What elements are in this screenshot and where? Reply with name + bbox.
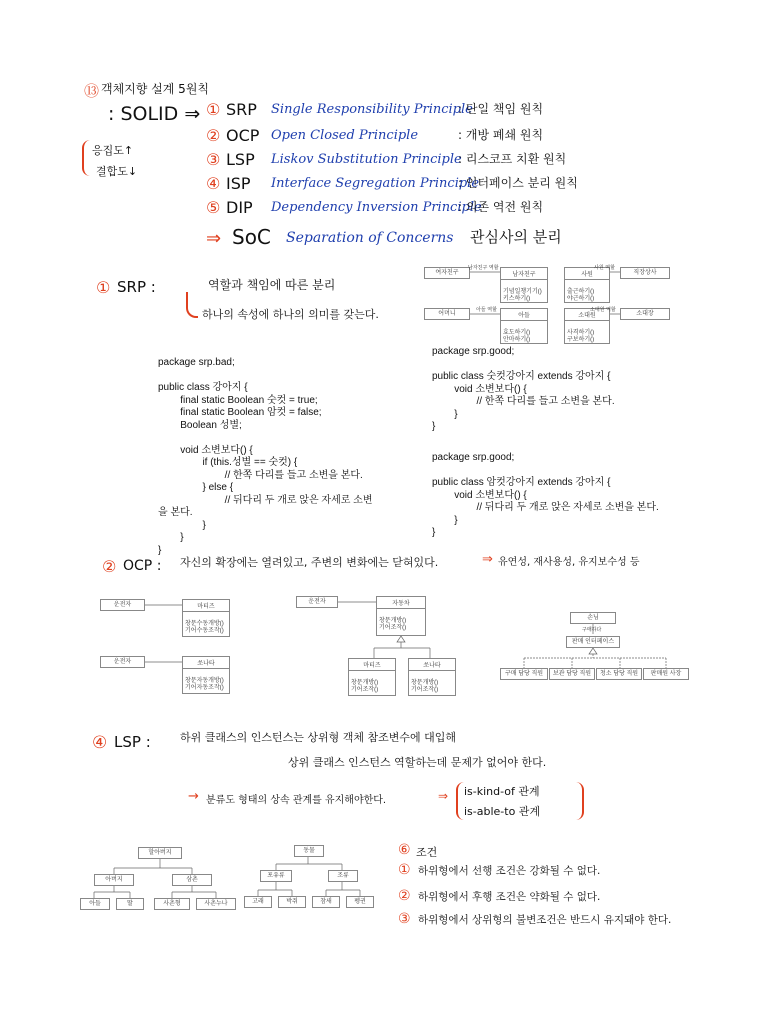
soc-desc: 관심사의 분리	[470, 228, 562, 246]
method: 야근하기()	[567, 296, 595, 302]
lsp-arrow2: ⇒	[438, 789, 449, 803]
box-title: 마티즈	[183, 600, 229, 612]
condition-number: ①	[398, 862, 411, 878]
box-sonata	[182, 656, 230, 694]
method: 키스하기()	[503, 296, 531, 302]
method: 창문자동개방()	[185, 678, 224, 684]
principle-full: Liskov Substitution Principle	[271, 152, 462, 167]
principle-number: ④	[206, 174, 221, 193]
principle-full: Interface Segregation Principle	[271, 176, 480, 191]
box-driver: 운전자	[296, 596, 338, 608]
ocp-abbr: OCP :	[123, 558, 162, 574]
code-line: // 한쪽 다리를 들고 소변을 본다.	[158, 469, 363, 481]
code-line: Boolean 성별;	[158, 419, 242, 431]
method: 창문개방()	[351, 680, 379, 686]
box-sonata	[408, 658, 456, 696]
code-block-bad	[158, 357, 373, 557]
code-line: void 소변보다() {	[158, 444, 253, 456]
code-line: // 뒤다리 두 개로 앉은 자세로 소변을 본다.	[432, 502, 659, 513]
principle-desc: : 인터페이스 분리 원칙	[458, 176, 578, 190]
principle-abbr: DIP	[226, 198, 253, 217]
label-buy: 구매하다	[582, 627, 602, 633]
principle-number: ②	[206, 126, 221, 145]
code-line: }	[158, 544, 162, 556]
srp-role-diagram	[424, 264, 674, 348]
lsp-number: ④	[92, 733, 108, 753]
box-title: 마티즈	[349, 659, 395, 671]
lsp-line3: 분류도 형태의 상속 관계를 유지해야한다.	[206, 795, 387, 806]
method: 구보하기()	[567, 337, 595, 343]
code-line: public class 숫컷강아지 extends 강아지 {	[432, 371, 611, 382]
box-employee	[564, 267, 610, 303]
box-title: 쏘나타	[409, 659, 455, 671]
condition-text: 하위형에서 선행 조건은 강화될 수 없다.	[418, 865, 601, 877]
lsp-tree-animal	[242, 844, 382, 910]
box-bird: 조류	[328, 870, 358, 882]
ocp-diagram-before	[100, 598, 250, 698]
principle-abbr: SRP	[226, 100, 257, 119]
method: 기어조작()	[379, 625, 407, 631]
side-note-cohesion: 응집도↑	[92, 144, 134, 157]
box-uncle: 삼촌	[172, 874, 212, 886]
code-line: 을 본다.	[158, 507, 193, 518]
code-line: // 한쪽 다리를 들고 소변을 본다.	[432, 396, 615, 407]
side-brace	[82, 140, 92, 176]
code-line: package srp.bad;	[158, 357, 235, 368]
box-clerk-buy: 구매 담당 직원	[500, 668, 548, 680]
label-soldier-role: 소대원 역할	[590, 307, 616, 313]
srp-number: ①	[96, 278, 111, 297]
box-clerk-storage: 보관 담당 직원	[549, 668, 595, 680]
box-mother: 어머니	[424, 308, 470, 320]
code-line: // 뒤다리 두 개로 앉은 자세로 소변	[158, 494, 373, 506]
code-line: final static Boolean 숫컷 = true;	[158, 394, 318, 406]
lsp-arrow: →	[188, 789, 199, 804]
code-line: void 소변보다() {	[432, 489, 527, 501]
box-penguin: 펭귄	[346, 896, 374, 908]
code-line	[158, 370, 373, 383]
box-driver: 운전자	[100, 599, 145, 611]
lsp-rel2: is-able-to 관계	[464, 805, 541, 818]
code-line: }	[158, 519, 206, 531]
principle-number: ⑤	[206, 198, 221, 217]
solid-label: : SOLID ⇒	[108, 103, 201, 125]
ocp-diagram-interface	[496, 612, 692, 684]
condition-number: ③	[398, 911, 411, 927]
box-son: 아들	[80, 898, 110, 910]
box-sparrow: 참새	[312, 896, 340, 908]
label-boyfriend-role: 남자친구 역할	[468, 265, 499, 271]
box-sales-interface: 판매 인터페이스	[566, 636, 620, 648]
condition-text: 하위형에서 후행 조건은 약화될 수 없다.	[418, 891, 601, 903]
box-grandfather: 할아버지	[138, 847, 182, 859]
box-cousin-brother: 사촌형	[154, 898, 190, 910]
box-bat: 박쥐	[278, 896, 306, 908]
box-son	[500, 308, 548, 344]
label-son-role: 아들 역할	[476, 307, 497, 313]
method: 출근하기()	[567, 289, 595, 295]
box-soldier	[564, 308, 610, 344]
box-title: 아들	[501, 309, 547, 321]
code-line	[432, 359, 615, 372]
method: 사격하기()	[567, 330, 595, 336]
method: 기념일챙기기()	[503, 289, 542, 295]
srp-line2: 하나의 속성에 하나의 의미를 갖는다.	[202, 308, 379, 321]
code-block-good-female	[432, 452, 659, 540]
ocp-number: ②	[102, 557, 117, 576]
side-note-coupling: 결합도↓	[96, 165, 138, 178]
box-driver: 운전자	[100, 656, 145, 668]
condition-number: ②	[398, 888, 411, 904]
box-whale: 고래	[244, 896, 272, 908]
box-boss: 직장상사	[620, 267, 670, 279]
box-clerk-owner: 판매원 사장	[643, 668, 689, 680]
method: 창문개방()	[379, 618, 407, 624]
box-father: 아버지	[94, 874, 134, 886]
box-daughter: 딸	[116, 898, 144, 910]
method: 기어자동조작()	[185, 685, 224, 691]
code-line	[432, 465, 659, 478]
code-line	[158, 432, 373, 445]
box-title: 사원	[565, 268, 609, 280]
code-line: }	[432, 408, 458, 420]
principle-number: ③	[206, 150, 221, 169]
code-line: public class 강아지 {	[158, 382, 248, 393]
box-boyfriend	[500, 267, 548, 303]
box-title: 쏘나타	[183, 657, 229, 669]
method: 효도하기()	[503, 330, 531, 336]
principle-full: Single Responsibility Principle	[271, 102, 473, 117]
box-title: 소대원	[565, 309, 609, 321]
label-employee-role: 사원 역할	[594, 265, 615, 271]
header-title: 객체지향 설계 5원칙	[101, 82, 210, 96]
principle-abbr: OCP	[226, 126, 260, 145]
code-line: }	[432, 514, 458, 526]
box-girlfriend: 여자친구	[424, 267, 470, 279]
code-line: if (this.성별 == 숫컷) {	[158, 457, 298, 468]
box-cousin-sister: 사촌누나	[196, 898, 236, 910]
principle-desc: : 리스코프 치환 원칙	[458, 152, 567, 166]
code-line: }	[432, 527, 436, 538]
principle-abbr: ISP	[226, 174, 251, 193]
principle-full: Dependency Inversion Principle	[271, 200, 482, 215]
lsp-line1: 하위 클래스의 인스턴스는 상위형 객체 참조변수에 대입해	[180, 731, 457, 744]
code-line: package srp.good;	[432, 346, 515, 357]
lsp-abbr: LSP :	[114, 733, 151, 751]
box-platoon-leader: 소대장	[620, 308, 670, 320]
ocp-diagram-after	[296, 596, 466, 700]
conditions-title: 조건	[416, 846, 438, 859]
method: 기어조작()	[411, 687, 439, 693]
principle-full: Open Closed Principle	[271, 128, 419, 143]
box-matiz	[348, 658, 396, 696]
box-mammal: 포유류	[260, 870, 292, 882]
code-line: package srp.good;	[432, 452, 515, 463]
code-line: public class 암컷강아지 extends 강아지 {	[432, 477, 611, 488]
box-clerk-cleaning: 청소 담당 직원	[596, 668, 642, 680]
method: 안마하기()	[503, 337, 531, 343]
code-line: void 소변보다() {	[432, 383, 527, 395]
ocp-arrow: ⇒	[482, 552, 493, 567]
condition-text: 하위형에서 상위형의 불변조건은 반드시 유지돼야 한다.	[418, 914, 672, 926]
box-customer: 손님	[570, 612, 616, 624]
code-line: }	[432, 421, 436, 432]
principle-abbr: LSP	[226, 150, 255, 169]
method: 기어조작()	[351, 687, 379, 693]
conditions-number: ⑥	[398, 842, 411, 858]
box-title: 남자친구	[501, 268, 547, 280]
box-matiz	[182, 599, 230, 637]
method: 창문수동개방()	[185, 621, 224, 627]
method: 창문개방()	[411, 680, 439, 686]
ocp-tail: 유연성, 재사용성, 유지보수성 등	[498, 557, 640, 568]
principle-desc: : 단일 책임 원칙	[458, 102, 544, 116]
srp-line1: 역할과 책임에 따른 분리	[208, 278, 336, 292]
ocp-desc: 자신의 확장에는 열려있고, 주변의 변화에는 닫혀있다.	[180, 556, 439, 569]
soc-abbr: SoC	[232, 225, 271, 249]
code-block-good-male	[432, 346, 615, 434]
code-line: } else {	[158, 482, 234, 493]
srp-abbr: SRP :	[117, 278, 156, 296]
header-number: ⑬	[84, 82, 100, 100]
lsp-line2: 상위 클래스 인스턴스 역할하는데 문제가 없어야 한다.	[288, 756, 547, 769]
box-animal: 동물	[294, 845, 324, 857]
method: 기어수동조작()	[185, 628, 224, 634]
lsp-bracket-right	[574, 782, 584, 820]
soc-arrow: ⇒	[206, 228, 222, 249]
srp-bracket	[186, 292, 198, 318]
box-car	[376, 596, 426, 636]
lsp-rel1: is-kind-of 관계	[464, 785, 540, 798]
box-title: 자동차	[377, 597, 425, 609]
code-line: final static Boolean 암컷 = false;	[158, 407, 322, 418]
principle-desc: : 의존 역전 원칙	[458, 200, 544, 214]
principle-number: ①	[206, 100, 221, 119]
code-line: }	[158, 532, 184, 543]
principle-desc: : 개방 폐쇄 원칙	[458, 128, 544, 142]
lsp-tree-family	[80, 846, 240, 912]
soc-full: Separation of Concerns	[286, 230, 454, 246]
